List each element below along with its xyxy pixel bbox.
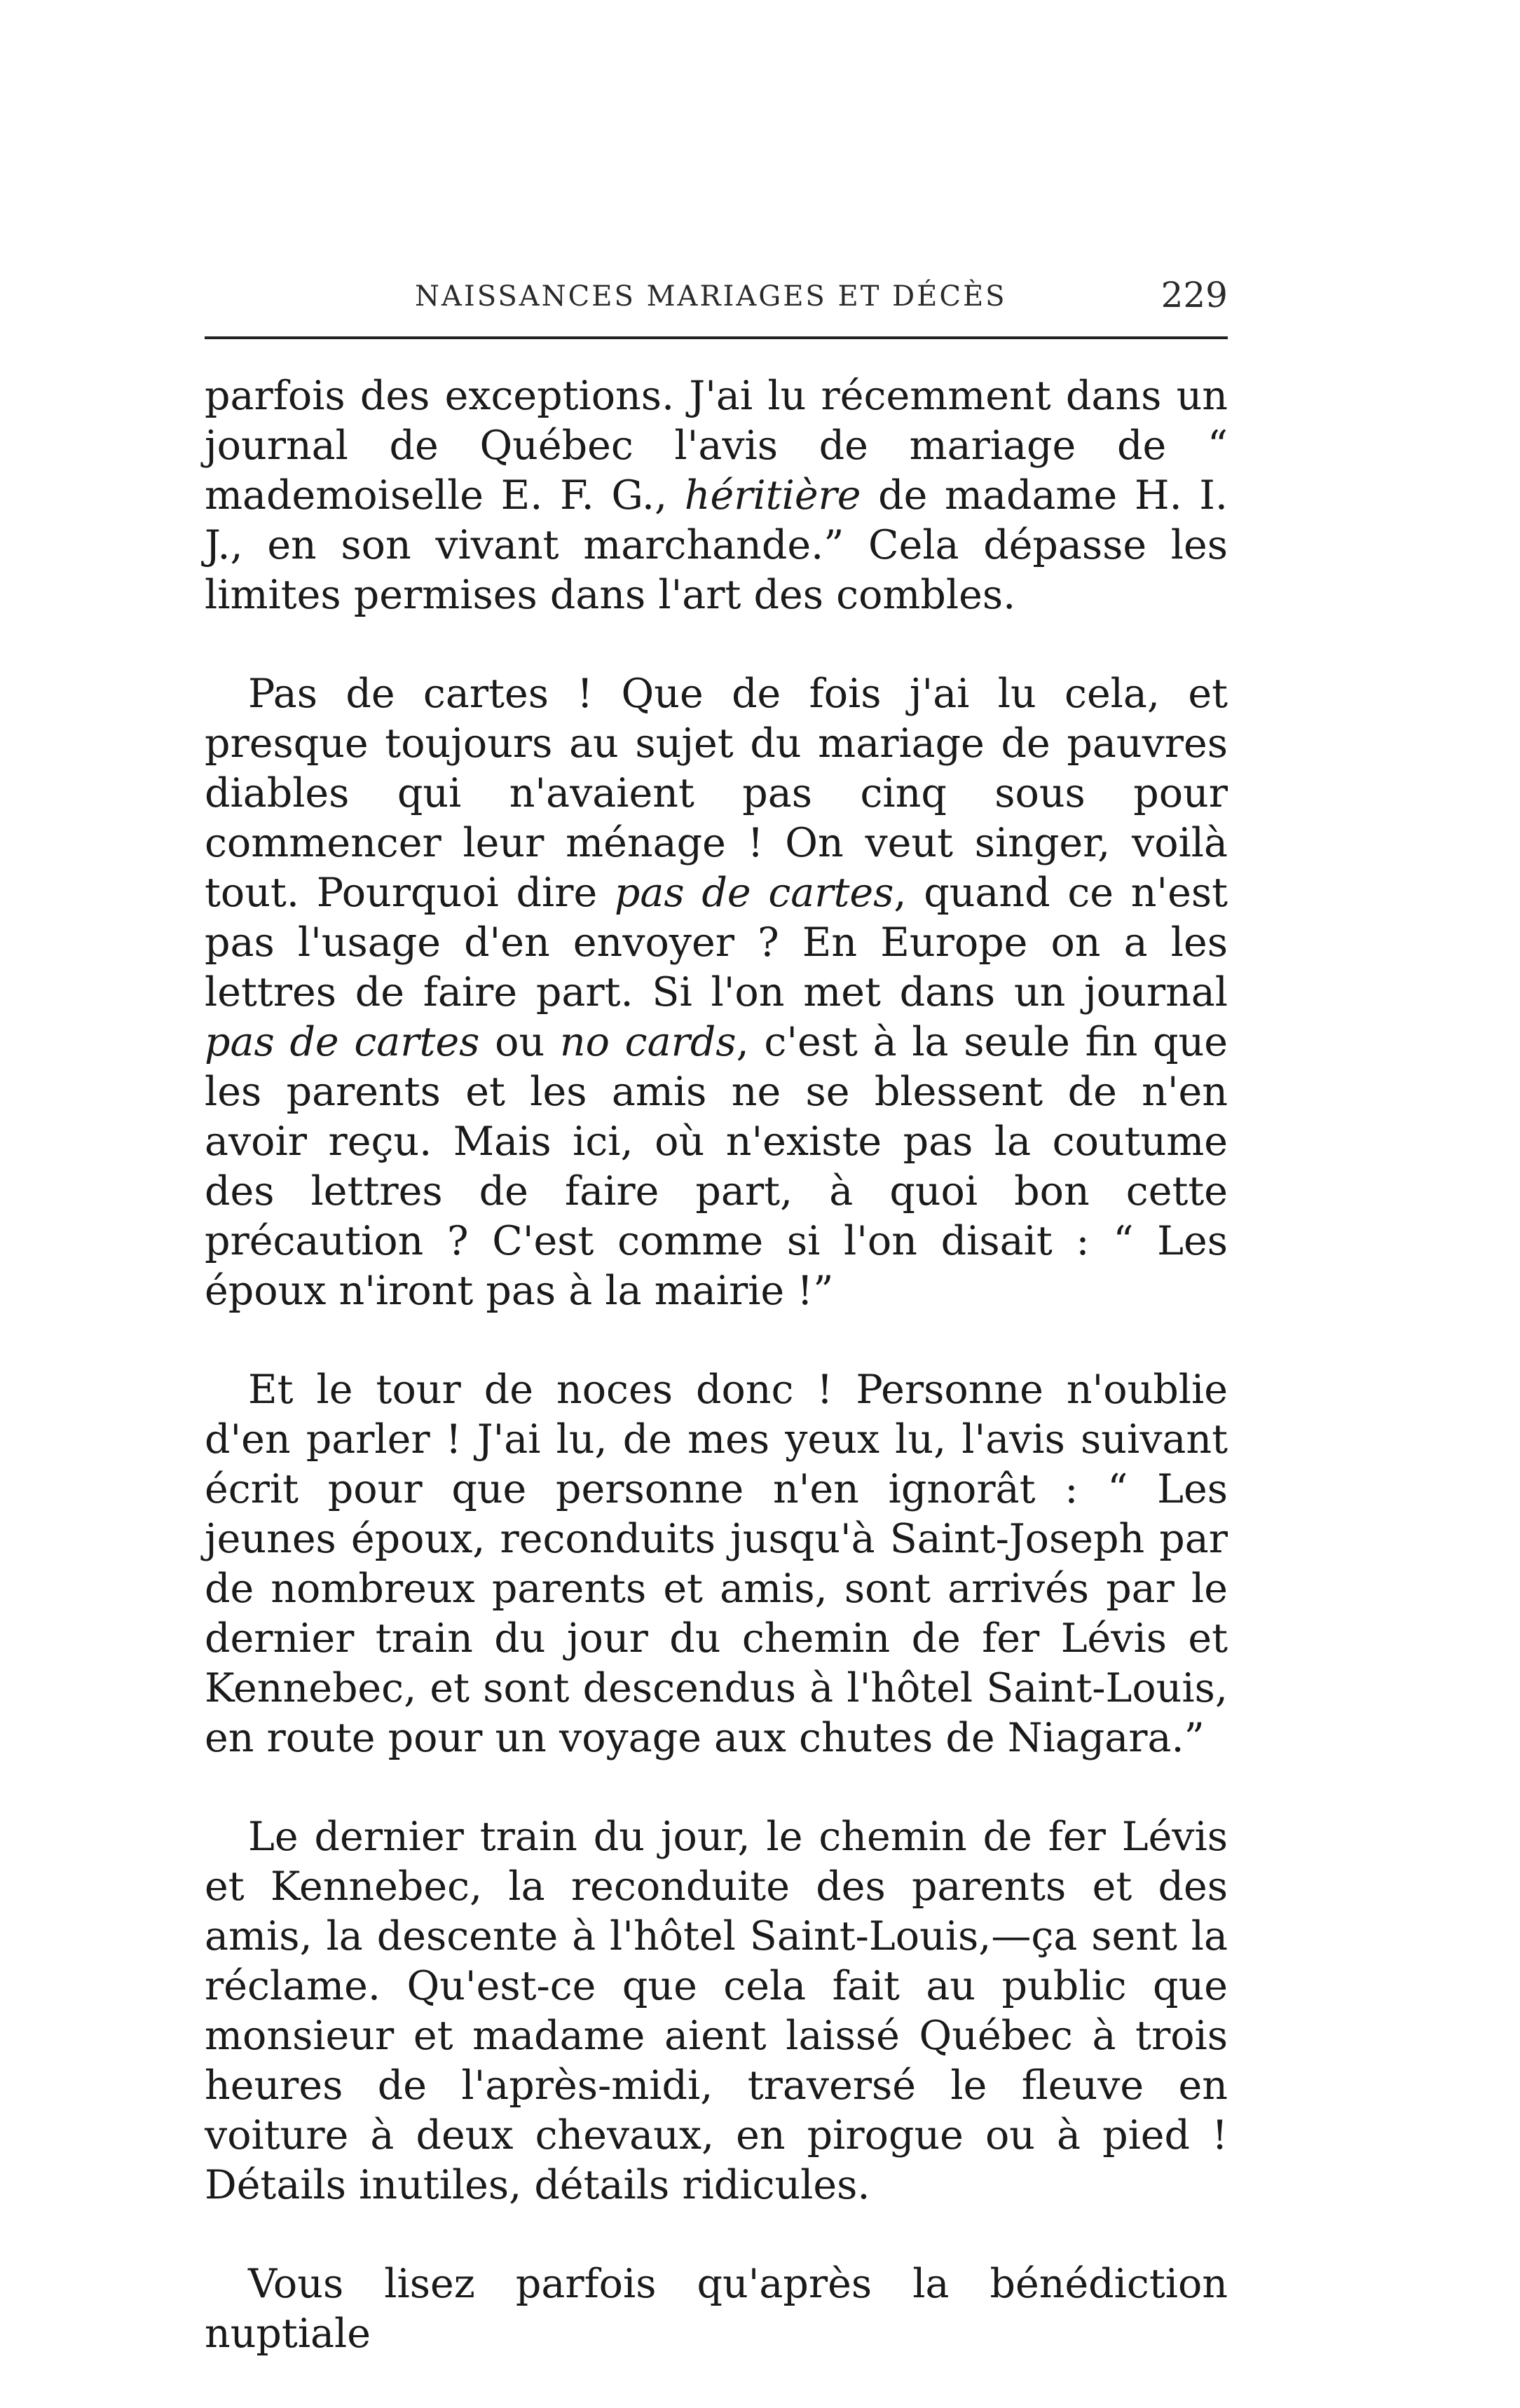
text-segment: Le dernier train du jour, le chemin de fer Lévis et Kennebec, la reconduite des parents et des amis, la descente à l'hôtel Saint-Louis,—ça sent la réclame. Qu'est-ce que cela fait au public que monsieur et madame aient laissé Québec à trois heures de l'après-midi, traversé le fleuve en voiture à deux chevaux, en pirogue ou à pied ! Détails inutiles, détails ridicules. (205, 1814, 1228, 2208)
italic-segment: pas de cartes (614, 870, 894, 916)
header-rule (205, 336, 1228, 339)
paragraph (205, 2259, 1228, 2359)
text-segment: Et le tour de noces donc ! Personne n'oublie d'en parler ! J'ai lu, de mes yeux lu, l'avis suivant écrit pour que personne n'en ignorât : “ Les jeunes époux, reconduits jusqu'à Saint-Joseph par de nombreux parents et amis, sont arrivés par le dernier train du jour du chemin de fer Lévis et Kennebec, et sont descendus à l'hôtel Saint-Louis, en route pour un voyage aux chutes de Niagara.” (205, 1367, 1228, 1761)
text-segment: Vous lisez parfois qu'après la bénédiction nuptiale (205, 2261, 1228, 2357)
paragraph (205, 669, 1228, 1316)
text-segment: de madame H. I. J., en son vivant marchande.” Cela dépasse les limites permises dans l'art des combles. (205, 472, 1228, 618)
book-page (205, 266, 1228, 2408)
running-head (205, 266, 1228, 343)
paragraph (205, 1365, 1228, 1763)
text-segment: , c'est à la seule fin que les parents et les amis ne se blessent de n'en avoir reçu. Mais ici, où n'existe pas la coutume des lettres de faire part, à quoi bon cette précaution ? C'est comme si l'on disait : “ Les époux n'iront pas à la mairie !” (205, 1019, 1228, 1314)
body-text (205, 371, 1228, 2359)
page-number: 229 (1160, 275, 1228, 315)
italic-segment: pas de cartes (205, 1019, 480, 1065)
text-segment: Pas de cartes ! Que de fois j'ai lu cela, et presque toujours au sujet du mariage de pauvres diables qui n'avaient pas cinq sous pour commencer leur ménage ! On veut singer, voilà tout. Pourquoi dire (205, 671, 1228, 916)
paragraph (205, 1812, 1228, 2210)
running-title: NAISSANCES MARIAGES ET DÉCÈS (415, 280, 1007, 313)
text-segment: ou (479, 1019, 560, 1065)
italic-segment: no cards (559, 1019, 737, 1065)
text-segment: , quand ce n'est pas l'usage d'en envoyer ? En Europe on a les lettres de faire part. Si l'on met dans un journal (205, 870, 1228, 1015)
italic-segment: héritière (684, 472, 861, 519)
text-segment: parfois des exceptions. J'ai lu récemment dans un journal de Québec l'avis de mariage de “ mademoiselle E. F. G., (205, 373, 1228, 519)
paragraph (205, 371, 1228, 620)
